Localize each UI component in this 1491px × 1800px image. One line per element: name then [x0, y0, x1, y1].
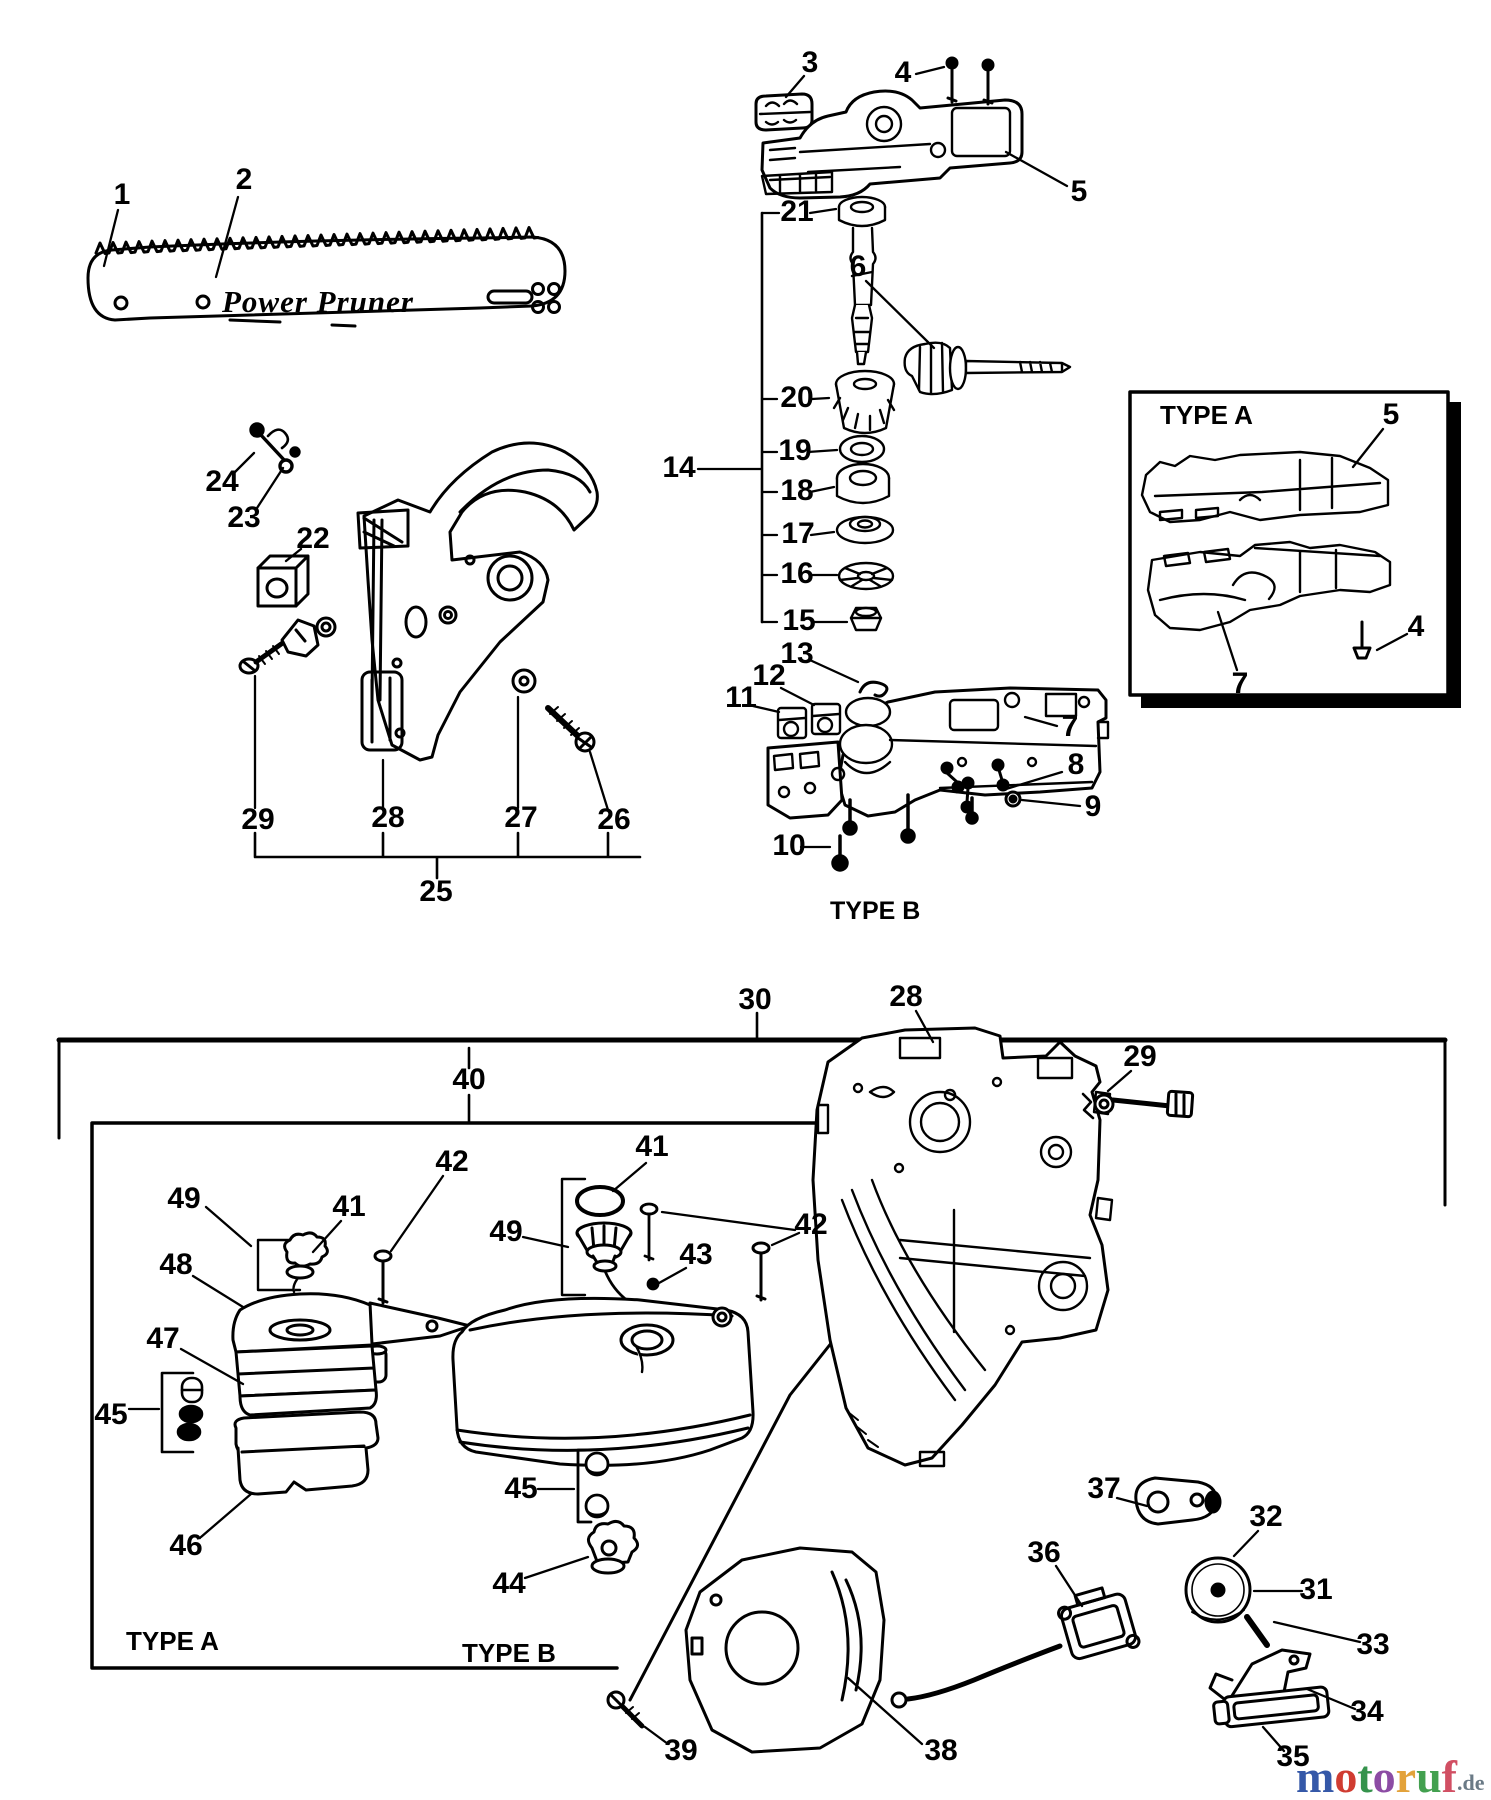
callout-10: 10 — [772, 828, 806, 862]
part-15-nut — [851, 608, 881, 630]
callout-7: 7 — [1231, 666, 1249, 700]
callout-22: 22 — [296, 521, 330, 555]
callout-30: 30 — [738, 982, 772, 1016]
callout-49: 49 — [489, 1214, 523, 1248]
watermark-suffix: .de — [1457, 1770, 1485, 1795]
callout-12: 12 — [752, 658, 786, 692]
callout-45: 45 — [504, 1471, 538, 1505]
part-16-spider-washer — [839, 563, 893, 589]
bracket-25 — [255, 833, 640, 878]
callout-35: 35 — [1276, 1739, 1310, 1773]
part-19-ring — [840, 436, 884, 462]
part-22-square-nut — [258, 556, 308, 606]
screw-4-pair — [947, 58, 993, 104]
callout-13: 13 — [780, 636, 814, 670]
callout-24: 24 — [205, 464, 239, 498]
callout-23: 23 — [227, 500, 261, 534]
callout-31: 31 — [1299, 1572, 1333, 1606]
callout-28: 28 — [889, 979, 923, 1013]
callout-4: 4 — [894, 55, 912, 89]
part-42b-screw — [753, 1243, 769, 1300]
callout-41: 41 — [332, 1189, 366, 1223]
callout-20: 20 — [780, 380, 814, 414]
callout-9: 9 — [1084, 789, 1102, 823]
callout-5: 5 — [1382, 397, 1400, 431]
callout-37: 37 — [1087, 1471, 1121, 1505]
part-13-clip — [860, 682, 887, 696]
watermark-word: motoruf — [1296, 1751, 1457, 1800]
callout-49: 49 — [167, 1181, 201, 1215]
callout-17: 17 — [781, 516, 815, 550]
part-24-bolt — [251, 424, 299, 472]
side-cover-group — [240, 424, 640, 878]
callout-41: 41 — [635, 1129, 669, 1163]
part-17-washer — [837, 517, 893, 543]
part-26-screw — [548, 707, 594, 751]
callout-42: 42 — [435, 1144, 469, 1178]
callout-38: 38 — [924, 1733, 958, 1767]
callout-19: 19 — [778, 433, 812, 467]
callout-4: 4 — [1407, 609, 1425, 643]
callout-3: 3 — [801, 45, 819, 79]
callout-25: 25 — [419, 874, 453, 908]
type-a-inset-box — [1130, 392, 1461, 708]
part-6-coupler — [905, 343, 1070, 394]
callout-47: 47 — [146, 1321, 180, 1355]
callout-16: 16 — [780, 556, 814, 590]
part-43-screw-small — [641, 1204, 658, 1289]
part-27-washer — [513, 670, 535, 692]
callout-32: 32 — [1249, 1499, 1283, 1533]
callout-29: 29 — [1123, 1039, 1157, 1073]
callout-11: 11 — [725, 680, 757, 714]
callout-33: 33 — [1356, 1627, 1390, 1661]
callout-44: 44 — [492, 1566, 526, 1600]
part-11-damper — [778, 708, 806, 738]
part-42a-screw — [375, 1251, 391, 1303]
callout-39: 39 — [664, 1733, 698, 1767]
part-39-screw — [608, 1692, 642, 1726]
part-33-pin — [1247, 1617, 1267, 1645]
callout-14: 14 — [662, 450, 696, 484]
callout-7: 7 — [1061, 709, 1079, 743]
part-20-bevel-gear — [834, 371, 894, 433]
guide-bar-group — [88, 228, 565, 327]
bar-brand-text: Power Pruner — [222, 284, 414, 319]
part-36-ignition-module — [892, 1582, 1140, 1707]
part-44-nut — [588, 1521, 637, 1573]
callout-40: 40 — [452, 1062, 486, 1096]
callout-5: 5 — [1070, 174, 1088, 208]
callout-2: 2 — [235, 162, 253, 196]
watermark-logo — [1296, 1751, 1485, 1800]
callout-27: 27 — [504, 800, 538, 834]
tank-b-body — [453, 1298, 753, 1465]
callout-28: 28 — [371, 800, 405, 834]
part-45a-kit — [162, 1373, 202, 1452]
callout-43: 43 — [679, 1237, 713, 1271]
part-37-lever — [1136, 1478, 1220, 1524]
callout-1: 1 — [113, 177, 131, 211]
part-46-cover — [235, 1412, 378, 1494]
part-18-bearing — [837, 464, 889, 503]
part-35-slider — [1213, 1687, 1330, 1729]
part-9-nut — [1006, 792, 1020, 806]
part-38-fan-cover — [686, 1548, 884, 1752]
callout-46: 46 — [169, 1528, 203, 1562]
callout-34: 34 — [1350, 1694, 1384, 1728]
callout-21: 21 — [780, 194, 814, 228]
part-12-damper — [812, 704, 840, 734]
callout-36: 36 — [1027, 1535, 1061, 1569]
callout-18: 18 — [780, 473, 814, 507]
part-31-wheel — [1186, 1558, 1250, 1622]
part-47-tank-body — [236, 1346, 376, 1415]
part-28-side-cover — [358, 443, 597, 760]
callout-42: 42 — [794, 1207, 828, 1241]
upper-gearbox-group — [756, 55, 1022, 198]
callout-26: 26 — [597, 802, 631, 836]
callout-8: 8 — [1067, 747, 1085, 781]
tank-b-title: TYPE B — [462, 1638, 556, 1668]
assembly-b-title: TYPE B — [830, 897, 921, 925]
part-41b-oring — [577, 1187, 623, 1215]
part-29-screw-clamp — [240, 618, 335, 673]
callout-15: 15 — [782, 603, 816, 637]
callout-29: 29 — [241, 802, 275, 836]
callout-6: 6 — [849, 249, 867, 283]
inset-upper-housing — [1142, 452, 1388, 522]
inset-box-title: TYPE A — [1160, 400, 1253, 430]
callout-45: 45 — [94, 1397, 128, 1431]
tank-a-title: TYPE A — [126, 1626, 219, 1656]
callout-48: 48 — [159, 1247, 193, 1281]
